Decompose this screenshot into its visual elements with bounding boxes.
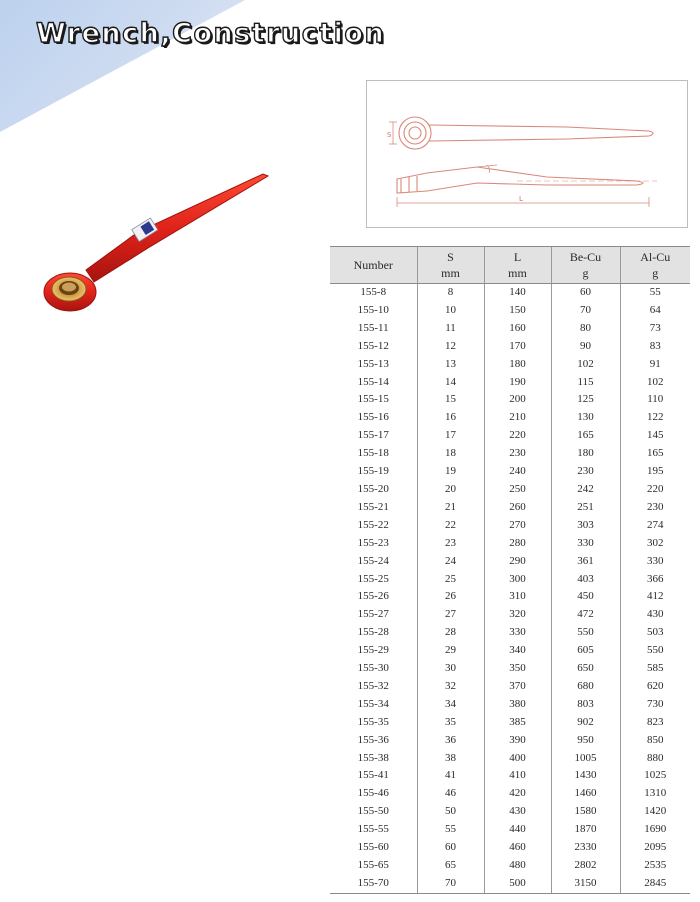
- cell-number: 155-36: [357, 733, 389, 746]
- cell-s: 22: [417, 517, 484, 535]
- table-row: [330, 320, 690, 338]
- specification-table: [330, 246, 690, 894]
- cell-s: 20: [417, 481, 484, 499]
- cell-s: 23: [417, 535, 484, 553]
- table-row: [330, 427, 690, 445]
- cell-be-cu: 450: [551, 588, 620, 606]
- cell-be-cu: 361: [551, 553, 620, 571]
- cell-be-cu: 605: [551, 642, 620, 660]
- cell-s: 11: [417, 320, 484, 338]
- cell-be-cu: 1870: [551, 821, 620, 839]
- cell-number: 155-21: [357, 500, 389, 513]
- cell-s: 65: [417, 857, 484, 875]
- cell-number: 155-32: [357, 679, 389, 692]
- cell-al-cu: 1025: [620, 767, 690, 785]
- cell-number: 155-24: [357, 554, 389, 567]
- cell-s: 14: [417, 374, 484, 392]
- cell-number: 155-12: [357, 339, 389, 352]
- cell-number: 155-29: [357, 644, 389, 657]
- table-row: [330, 445, 690, 463]
- table-row: [330, 696, 690, 714]
- cell-be-cu: 330: [551, 535, 620, 553]
- header-s: S mm: [417, 247, 484, 284]
- cell-al-cu: 585: [620, 660, 690, 678]
- table-header-row: [330, 247, 690, 284]
- cell-l: 410: [484, 767, 551, 785]
- cell-l: 340: [484, 642, 551, 660]
- table-row: [330, 571, 690, 589]
- header-al-cu: Al-Cu g: [620, 247, 690, 284]
- cell-s: 8: [417, 284, 484, 302]
- table-row: [330, 356, 690, 374]
- cell-s: 19: [417, 463, 484, 481]
- cell-number: 155-18: [357, 447, 389, 460]
- table-row: [330, 839, 690, 857]
- cell-be-cu: 1460: [551, 785, 620, 803]
- cell-be-cu: 102: [551, 356, 620, 374]
- cell-number: 155-27: [357, 608, 389, 621]
- cell-al-cu: 64: [620, 302, 690, 320]
- drawing-label-s: S: [387, 131, 392, 139]
- cell-be-cu: 472: [551, 606, 620, 624]
- table-row: [330, 553, 690, 571]
- cell-number: 155-65: [357, 859, 389, 871]
- cell-number: 155-16: [357, 411, 389, 424]
- table-body: [330, 284, 690, 894]
- cell-s: 27: [417, 606, 484, 624]
- cell-l: 200: [484, 391, 551, 409]
- table-row: [330, 750, 690, 768]
- cell-al-cu: 102: [620, 374, 690, 392]
- table-row: [330, 821, 690, 839]
- cell-s: 70: [417, 875, 484, 893]
- table-row: [330, 857, 690, 875]
- cell-s: 36: [417, 732, 484, 750]
- cell-be-cu: 90: [551, 338, 620, 356]
- cell-number: 155-15: [357, 393, 389, 406]
- cell-al-cu: 145: [620, 427, 690, 445]
- cell-l: 330: [484, 624, 551, 642]
- cell-l: 440: [484, 821, 551, 839]
- cell-s: 26: [417, 588, 484, 606]
- cell-number: 155-11: [357, 321, 389, 334]
- cell-number: 155-13: [357, 357, 389, 370]
- cell-l: 310: [484, 588, 551, 606]
- cell-s: 41: [417, 767, 484, 785]
- cell-l: 385: [484, 714, 551, 732]
- cell-l: 150: [484, 302, 551, 320]
- cell-al-cu: 2845: [620, 875, 690, 893]
- cell-s: 25: [417, 571, 484, 589]
- cell-al-cu: 55: [620, 284, 690, 302]
- cell-number: 155-26: [357, 590, 389, 603]
- wrench-technical-drawing: [367, 81, 687, 227]
- cell-al-cu: 503: [620, 624, 690, 642]
- cell-number: 155-60: [357, 841, 389, 854]
- cell-al-cu: 165: [620, 445, 690, 463]
- cell-al-cu: 880: [620, 750, 690, 768]
- cell-al-cu: 620: [620, 678, 690, 696]
- cell-s: 32: [417, 678, 484, 696]
- cell-s: 38: [417, 750, 484, 768]
- cell-be-cu: 180: [551, 445, 620, 463]
- cell-number: 155-23: [357, 536, 389, 549]
- cell-s: 50: [417, 803, 484, 821]
- cell-l: 350: [484, 660, 551, 678]
- table-row: [330, 624, 690, 642]
- cell-l: 220: [484, 427, 551, 445]
- cell-number: 155-50: [357, 805, 389, 818]
- table-row: [330, 606, 690, 624]
- cell-be-cu: 130: [551, 409, 620, 427]
- table-row: [330, 678, 690, 696]
- cell-al-cu: 195: [620, 463, 690, 481]
- cell-al-cu: 2535: [620, 857, 690, 875]
- table-row: [330, 463, 690, 481]
- cell-be-cu: 2330: [551, 839, 620, 857]
- cell-number: 155-20: [357, 482, 389, 495]
- cell-number: 155-34: [357, 697, 389, 710]
- cell-s: 55: [417, 821, 484, 839]
- cell-be-cu: 1430: [551, 767, 620, 785]
- cell-be-cu: 680: [551, 678, 620, 696]
- cell-l: 250: [484, 481, 551, 499]
- header-be-cu: Be-Cu g: [551, 247, 620, 284]
- cell-be-cu: 80: [551, 320, 620, 338]
- table-row: [330, 391, 690, 409]
- cell-s: 17: [417, 427, 484, 445]
- cell-be-cu: 550: [551, 624, 620, 642]
- cell-s: 60: [417, 839, 484, 857]
- cell-al-cu: 122: [620, 409, 690, 427]
- cell-number: 155-8: [360, 286, 387, 298]
- cell-l: 140: [484, 284, 551, 302]
- cell-al-cu: 230: [620, 499, 690, 517]
- cell-al-cu: 730: [620, 696, 690, 714]
- table-row: [330, 481, 690, 499]
- table-row: [330, 767, 690, 785]
- cell-l: 380: [484, 696, 551, 714]
- cell-be-cu: 303: [551, 517, 620, 535]
- cell-l: 460: [484, 839, 551, 857]
- table-row: [330, 875, 690, 893]
- cell-number: 155-55: [357, 823, 389, 836]
- cell-number: 155-46: [357, 787, 389, 800]
- cell-l: 400: [484, 750, 551, 768]
- cell-number: 155-35: [357, 715, 389, 728]
- cell-l: 430: [484, 803, 551, 821]
- cell-number: 155-25: [357, 572, 389, 585]
- cell-s: 12: [417, 338, 484, 356]
- cell-s: 21: [417, 499, 484, 517]
- cell-s: 34: [417, 696, 484, 714]
- cell-number: 155-14: [357, 375, 389, 388]
- table-row: [330, 660, 690, 678]
- cell-number: 155-10: [357, 303, 389, 316]
- table-row: [330, 535, 690, 553]
- table-row: [330, 803, 690, 821]
- cell-l: 180: [484, 356, 551, 374]
- cell-number: 155-70: [330, 875, 417, 893]
- cell-s: 13: [417, 356, 484, 374]
- cell-l: 500: [484, 875, 551, 893]
- cell-be-cu: 3150: [551, 875, 620, 893]
- cell-be-cu: 251: [551, 499, 620, 517]
- cell-al-cu: 330: [620, 553, 690, 571]
- cell-l: 280: [484, 535, 551, 553]
- table-row: [330, 642, 690, 660]
- cell-number: 155-22: [357, 518, 389, 531]
- table-row: [330, 588, 690, 606]
- cell-be-cu: 125: [551, 391, 620, 409]
- cell-s: 16: [417, 409, 484, 427]
- cell-l: 390: [484, 732, 551, 750]
- cell-al-cu: 1690: [620, 821, 690, 839]
- cell-s: 18: [417, 445, 484, 463]
- table-row: [330, 785, 690, 803]
- table-row: [330, 338, 690, 356]
- cell-number: 155-38: [357, 751, 389, 764]
- cell-l: 300: [484, 571, 551, 589]
- cell-s: 29: [417, 642, 484, 660]
- header-l: L mm: [484, 247, 551, 284]
- table-row: [330, 374, 690, 392]
- cell-s: 24: [417, 553, 484, 571]
- cell-l: 230: [484, 445, 551, 463]
- cell-l: 260: [484, 499, 551, 517]
- cell-al-cu: 83: [620, 338, 690, 356]
- cell-l: 190: [484, 374, 551, 392]
- cell-al-cu: 302: [620, 535, 690, 553]
- table-row: [330, 714, 690, 732]
- cell-al-cu: 850: [620, 732, 690, 750]
- cell-al-cu: 823: [620, 714, 690, 732]
- page-title: Wrench,Construction: [36, 18, 386, 49]
- cell-l: 370: [484, 678, 551, 696]
- cell-number: 155-28: [357, 626, 389, 639]
- cell-number: 155-17: [357, 429, 389, 442]
- cell-al-cu: 430: [620, 606, 690, 624]
- cell-s: 30: [417, 660, 484, 678]
- cell-al-cu: 220: [620, 481, 690, 499]
- cell-al-cu: 366: [620, 571, 690, 589]
- cell-be-cu: 242: [551, 481, 620, 499]
- cell-be-cu: 60: [551, 284, 620, 302]
- cell-l: 170: [484, 338, 551, 356]
- cell-be-cu: 950: [551, 732, 620, 750]
- cell-al-cu: 1310: [620, 785, 690, 803]
- cell-be-cu: 902: [551, 714, 620, 732]
- cell-number: 155-19: [357, 465, 389, 478]
- table-row: [330, 284, 690, 302]
- specification-table-container: [330, 246, 690, 894]
- table-row: [330, 732, 690, 750]
- header-number: Number: [330, 247, 417, 284]
- cell-al-cu: 91: [620, 356, 690, 374]
- cell-be-cu: 1580: [551, 803, 620, 821]
- cell-l: 480: [484, 857, 551, 875]
- cell-l: 210: [484, 409, 551, 427]
- cell-be-cu: 403: [551, 571, 620, 589]
- cell-l: 160: [484, 320, 551, 338]
- cell-be-cu: 165: [551, 427, 620, 445]
- cell-be-cu: 2802: [551, 857, 620, 875]
- cell-l: 240: [484, 463, 551, 481]
- cell-be-cu: 803: [551, 696, 620, 714]
- cell-s: 28: [417, 624, 484, 642]
- table-row: [330, 409, 690, 427]
- cell-al-cu: 2095: [620, 839, 690, 857]
- cell-be-cu: 650: [551, 660, 620, 678]
- cell-s: 15: [417, 391, 484, 409]
- wrench-product-photo: [38, 168, 270, 318]
- cell-al-cu: 550: [620, 642, 690, 660]
- cell-be-cu: 115: [551, 374, 620, 392]
- cell-l: 420: [484, 785, 551, 803]
- cell-number: 155-41: [357, 769, 389, 782]
- cell-al-cu: 110: [620, 391, 690, 409]
- technical-drawing-panel: [366, 80, 688, 228]
- cell-be-cu: 1005: [551, 750, 620, 768]
- cell-al-cu: 412: [620, 588, 690, 606]
- drawing-label-l: L: [519, 195, 523, 203]
- cell-s: 46: [417, 785, 484, 803]
- cell-al-cu: 274: [620, 517, 690, 535]
- cell-l: 320: [484, 606, 551, 624]
- cell-be-cu: 70: [551, 302, 620, 320]
- cell-al-cu: 1420: [620, 803, 690, 821]
- cell-al-cu: 73: [620, 320, 690, 338]
- cell-number: 155-30: [357, 662, 389, 675]
- cell-l: 290: [484, 553, 551, 571]
- cell-l: 270: [484, 517, 551, 535]
- table-row: [330, 517, 690, 535]
- cell-s: 10: [417, 302, 484, 320]
- table-row: [330, 499, 690, 517]
- cell-s: 35: [417, 714, 484, 732]
- cell-be-cu: 230: [551, 463, 620, 481]
- table-row: [330, 302, 690, 320]
